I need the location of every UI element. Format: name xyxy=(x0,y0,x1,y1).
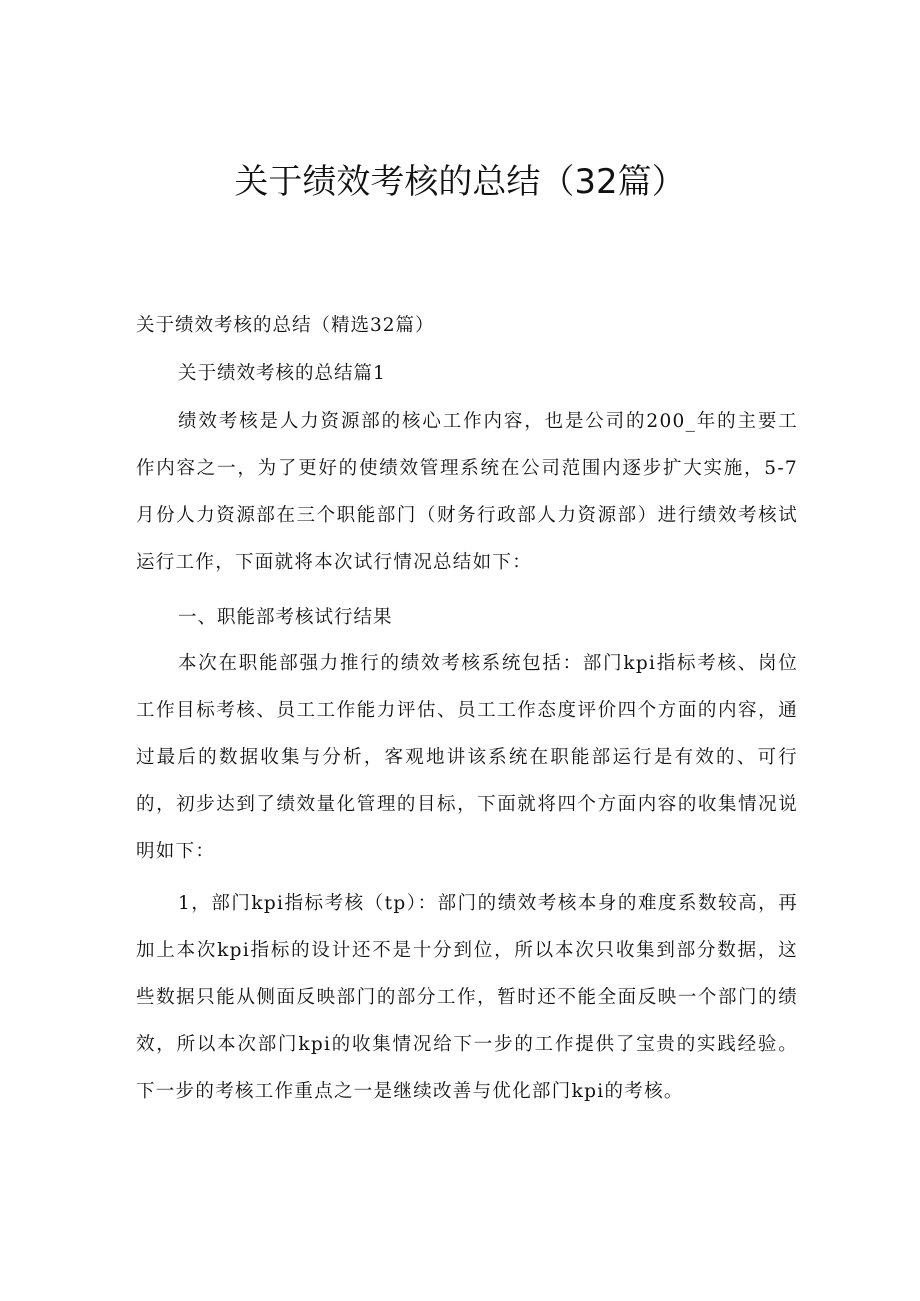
paragraph-heading-1: 一、职能部考核试行结果 xyxy=(178,607,393,628)
document-title: 关于绩效考核的总结（32篇） xyxy=(234,162,686,202)
paragraph-kpi: 1，部门kpi指标考核（tp）：部门的绩效考核本身的难度系数较高，再加上本次kpi指标的设计还不是十分到位，所以本次只收集到部分数据，这些数据只能从侧面反映部门的部分工作，暂时还不能全面反映一个部门的绩效，所以本次部门kpi的收集情况给下一步的工作提供了宝贵的实践经验。下一步的考核工作重点之一是继续改善与优化部门kpi的考核。 xyxy=(136,893,798,1102)
paragraph-summary: 本次在职能部强力推行的绩效考核系统包括：部门kpi指标考核、岗位工作目标考核、员工工作能力评估、员工工作态度评价四个方面的内容，通过最后的数据收集与分析，客观地讲该系统在职能部运行是有效的、可行的，初步达到了绩效量化管理的目标，下面就将四个方面内容的收集情况说明如下： xyxy=(136,653,798,862)
document-subtitle: 关于绩效考核的总结（精选32篇） xyxy=(136,315,435,336)
section-heading: 关于绩效考核的总结篇1 xyxy=(178,363,386,384)
paragraph-intro: 绩效考核是人力资源部的核心工作内容，也是公司的200_年的主要工作内容之一，为了更好的使绩效管理系统在公司范围内逐步扩大实施，5-7月份人力资源部在三个职能部门（财务行政部人力资源部）进行绩效考核试运行工作，下面就将本次试行情况总结如下： xyxy=(136,411,798,573)
